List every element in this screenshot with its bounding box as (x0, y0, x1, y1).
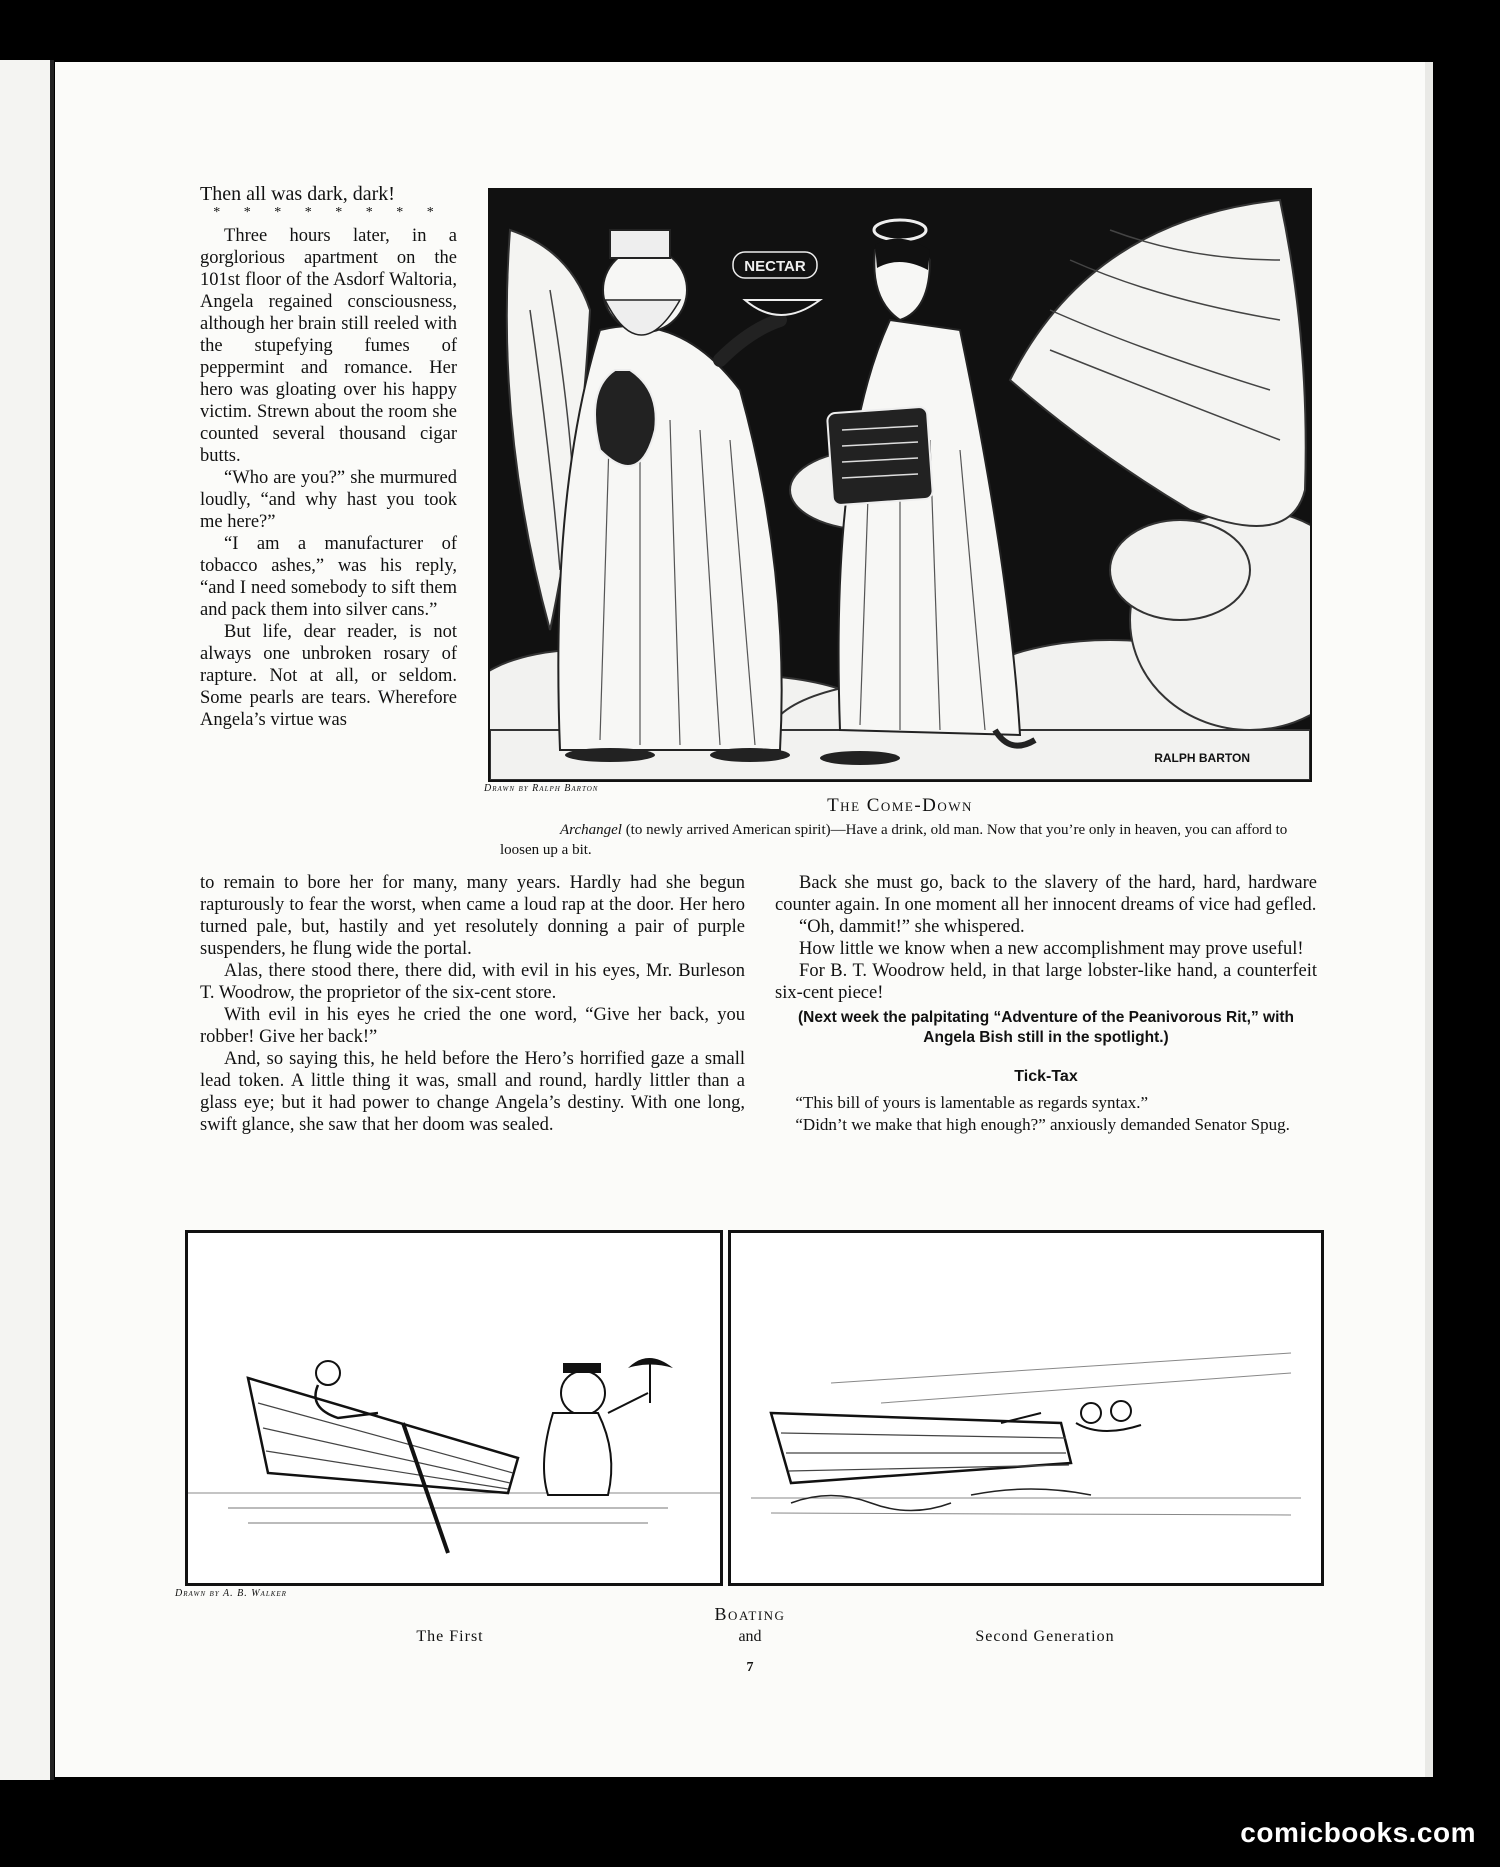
caption-speaker: Archangel (560, 822, 622, 838)
intro-line: Then all was dark, dark! (200, 183, 395, 205)
motorboat-art (731, 1233, 1321, 1583)
paragraph: “Didn’t we make that high enough?” anxiously demanded Senator Spug. (795, 1115, 1290, 1134)
boating-panel-first (185, 1230, 723, 1586)
paragraph: “Who are you?” she murmured loudly, “and why hast you took me here?” (200, 468, 457, 532)
left-text-column (200, 872, 745, 1136)
section-separator: * * * * * * * * (213, 205, 444, 220)
cartoon-top-title: The Come-Down (827, 795, 973, 816)
rowboat-art (188, 1233, 720, 1583)
page-edge (1425, 62, 1433, 1777)
cartoon-top-caption (500, 820, 1300, 860)
paragraph: to remain to bore her for many, many years. Hardly had she begun rapturously to fear the worst, when came a loud rap at the door. Her hero turned pale, but, hastily and yet resolutely donning a pair of purple suspenders, he flung wide the portal. (200, 873, 745, 959)
register-tablet (827, 407, 933, 506)
caption-the-first: The First (416, 1628, 484, 1645)
narrow-text-column (200, 183, 457, 731)
next-week-notice: (Next week the palpitating “Adventure of the Peanivorous Rit,” with Angela Bish still in the spotlight.) (797, 1009, 1295, 1046)
tick-tax-title: Tick-Tax (1014, 1068, 1078, 1085)
paragraph: For B. T. Woodrow held, in that large lobster-like hand, a counterfeit six-cent piece! (775, 961, 1317, 1003)
paragraph: Three hours later, in a gorglorious apartment on the 101st floor of the Asdorf Waltoria, Angela regained consciousness, although her brain still reeled with the stupefying fumes of peppermint and romance. Her hero was gloating over his happy victim. Strewn about the room she counted several thousand cigar butts. (200, 226, 457, 466)
cartoon-come-down-illustration (488, 188, 1312, 782)
cartoon-top-credit: Drawn by Ralph Barton (484, 783, 599, 794)
paragraph: And, so saying this, he held before the Hero’s horrified gaze a small lead token. A little thing it was, small and round, hardly littler than a glass eye; but it had power to change Angela’s destiny. With one long, swift glance, she saw that her doom was sealed. (200, 1049, 745, 1135)
cartoon-bottom-credit: Drawn by A. B. Walker (175, 1588, 287, 1599)
boating-title: Boating (714, 1604, 786, 1624)
narrow-paragraphs (200, 225, 457, 731)
tick-tax-lines (775, 1092, 1317, 1136)
paragraph: But life, dear reader, is not always one unbroken rosary of rapture. Not at all, or seldom. Some pearls are tears. Wherefore Angela’s virtue was (200, 622, 457, 730)
page-number: 7 (746, 1660, 754, 1675)
nectar-label: NECTAR (744, 258, 806, 275)
paragraph: “This bill of yours is lamentable as regards syntax.” (795, 1093, 1149, 1112)
driver-head (1081, 1403, 1101, 1423)
right-paragraphs (775, 872, 1317, 1004)
paragraph: Back she must go, back to the slavery of the hard, hard, hardware counter again. In one moment all her innocent dreams of vice had gefled. (775, 873, 1317, 915)
lady-head (561, 1371, 605, 1415)
facing-page-edge (0, 60, 54, 1780)
paragraph: How little we know when a new accomplishment may prove useful! (799, 939, 1304, 959)
passenger-head (1111, 1401, 1131, 1421)
right-text-column (775, 872, 1317, 1136)
paragraph: Alas, there stood there, there did, with evil in his eyes, Mr. Burleson T. Woodrow, the proprietor of the six-cent store. (200, 961, 745, 1003)
paragraph: “Oh, dammit!” she whispered. (799, 917, 1025, 937)
paragraph: “I am a manufacturer of tobacco ashes,” was his reply, “and I need somebody to sift them and pack them into silver cans.” (200, 534, 457, 620)
rower-head (316, 1361, 340, 1385)
angels-cartoon-art (490, 190, 1310, 780)
artist-signature: RALPH BARTON (1154, 751, 1250, 765)
paragraph: With evil in his eyes he cried the one word, “Give her back, you robber! Give her back!” (200, 1005, 745, 1047)
caption-text: (to newly arrived American spirit)—Have a drink, old man. Now that you’re only in heaven, you can afford to loosen up a bit. (500, 822, 1288, 858)
site-watermark: comicbooks.com (1240, 1817, 1476, 1848)
caption-second-generation: Second Generation (975, 1628, 1115, 1645)
boating-panel-second (728, 1230, 1324, 1586)
caption-and: and (738, 1628, 762, 1645)
motorboat (771, 1413, 1071, 1483)
